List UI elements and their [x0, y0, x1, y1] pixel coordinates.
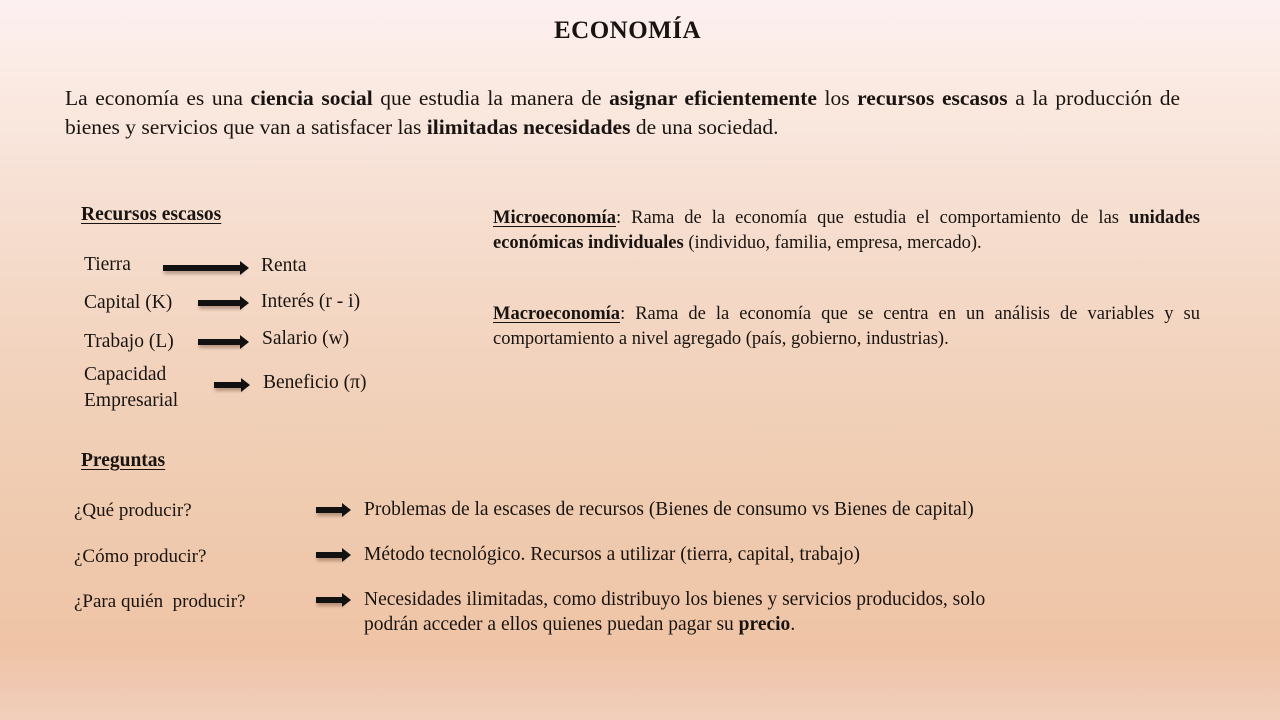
- macroeconomics-definition: [493, 302, 1200, 352]
- resource-payment: Renta: [261, 255, 307, 276]
- answer: Problemas de la escases de recursos (Bienes de consumo vs Bienes de capital): [364, 499, 974, 520]
- microeconomics-definition: [493, 206, 1200, 256]
- arrow-right-icon: [198, 339, 241, 345]
- intro-text: de una sociedad.: [630, 115, 779, 139]
- page-title: ECONOMÍA: [553, 17, 702, 44]
- arrow-right-icon: [316, 507, 343, 513]
- intro-text: los: [816, 86, 858, 110]
- arrow-right-icon: [163, 265, 241, 271]
- arrow-right-icon: [316, 552, 343, 558]
- answer-bold: precio: [738, 614, 791, 635]
- intro-bold-term: ilimitadas necesidades: [426, 115, 631, 139]
- intro-text: La economía es una: [65, 86, 251, 110]
- intro-text: a la producción de bienes y servicios que van a satisfacer las: [65, 86, 1180, 139]
- answer-text: podrán acceder a ellos quienes puedan pagar su: [364, 614, 739, 635]
- arrow-right-icon: [214, 382, 242, 388]
- arrow-right-icon: [198, 300, 241, 306]
- micro-term: Microeconomía: [493, 208, 616, 228]
- answer: Método tecnológico. Recursos a utilizar (tierra, capital, trabajo): [364, 544, 860, 565]
- question: ¿Qué producir?: [74, 500, 192, 521]
- resource-factor: Trabajo (L): [84, 331, 174, 352]
- resource-payment: Interés (r - i): [261, 291, 361, 312]
- intro-bold-term: ciencia social: [250, 86, 373, 110]
- resource-payment: Beneficio (π): [263, 372, 367, 393]
- macro-term: Macroeconomía: [493, 304, 621, 324]
- macro-text: : Rama de la economía que se centra en un análisis de variables y su comportamiento a nivel agregado (país, gobierno, industrias).: [493, 304, 1200, 349]
- answer-line: Necesidades ilimitadas, como distribuyo los bienes y servicios producidos, solo: [364, 589, 986, 610]
- intro-bold-term: asignar eficientemente: [609, 86, 817, 110]
- micro-bold: unidades económicas individuales: [493, 208, 1200, 253]
- question: ¿Para quién producir?: [74, 591, 246, 612]
- intro-paragraph: [65, 84, 1180, 142]
- micro-text: (individuo, familia, empresa, mercado).: [683, 233, 982, 253]
- answer-line: [364, 612, 1144, 637]
- resource-factor: Capital (K): [84, 292, 173, 313]
- arrow-right-icon: [316, 597, 343, 603]
- micro-text: : Rama de la economía que estudia el comportamiento de las: [615, 208, 1130, 228]
- resource-factor: Tierra: [84, 254, 131, 275]
- resources-heading: Recursos escasos: [81, 204, 222, 225]
- questions-heading: Preguntas: [81, 450, 166, 471]
- question: ¿Cómo producir?: [74, 546, 207, 567]
- intro-bold-term: recursos escasos: [857, 86, 1008, 110]
- resource-factor: Capacidad: [84, 364, 167, 385]
- answer: [364, 587, 1144, 637]
- answer-text: .: [790, 614, 796, 635]
- intro-text: que estudia la manera de: [372, 86, 610, 110]
- resource-factor: Empresarial: [84, 390, 179, 411]
- resource-payment: Salario (w): [262, 328, 350, 349]
